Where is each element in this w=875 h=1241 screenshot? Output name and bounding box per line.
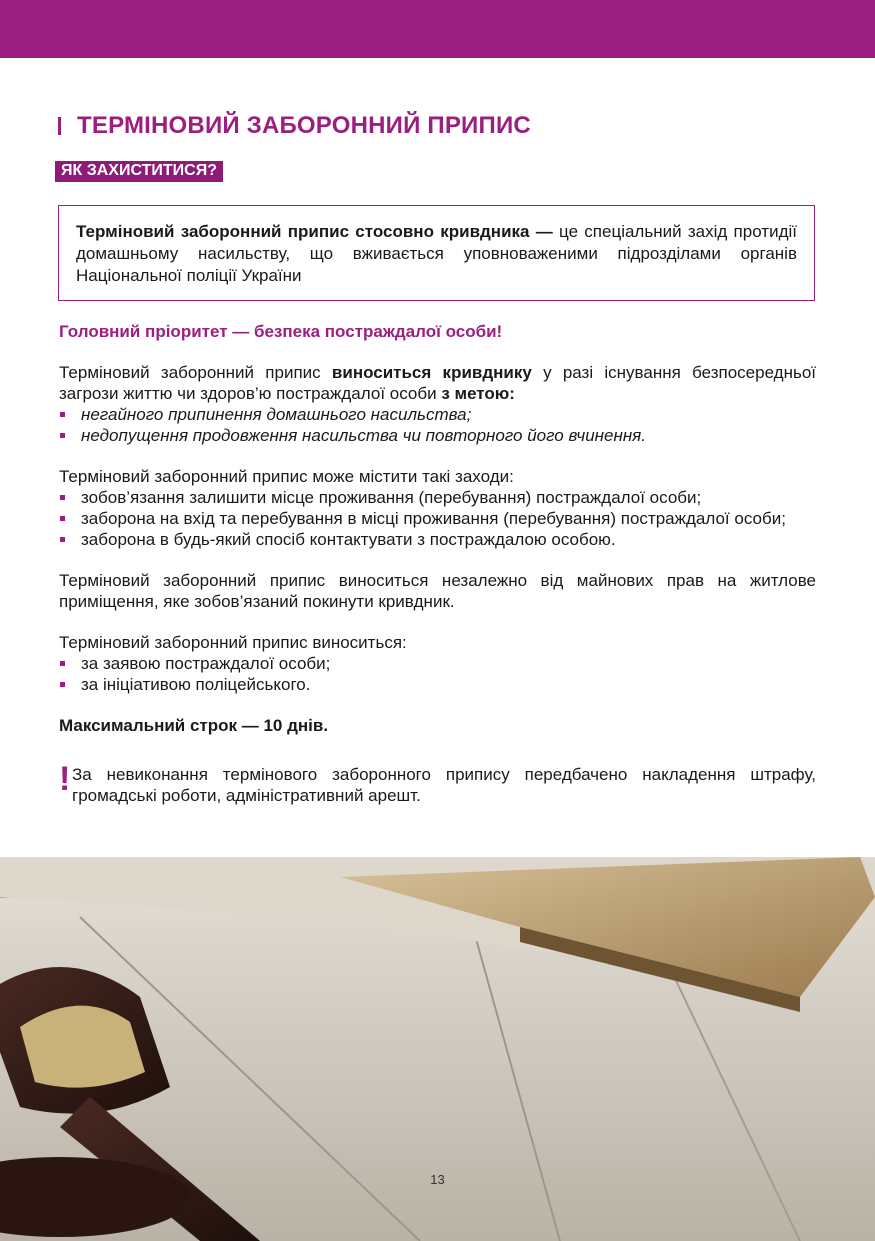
max-term: Максимальний строк — 10 днів.: [59, 716, 329, 735]
purpose-text-2: у разі існування безпосередньої загрози життю чи здоров’ю постраждалої особи: [59, 363, 816, 403]
list-item: за ініціативою поліцейського.: [59, 674, 816, 695]
title-marker: [58, 117, 61, 135]
issued-list: [59, 653, 816, 695]
priority-statement: Головний пріоритет — безпека постраждалої особи!: [59, 322, 503, 341]
page-title: ТЕРМІНОВИЙ ЗАБОРОННИЙ ПРИПИС: [77, 112, 531, 139]
purpose-list: [59, 404, 816, 446]
definition-term: Терміновий заборонний припис стосовно кривдника —: [76, 222, 553, 241]
definition-box: [58, 205, 815, 301]
bullet-icon: [60, 682, 65, 687]
definition-text: це спеціальний захід протидії домашньому насильству, що вживається уповноваженими підрозділами органів Національної поліції України: [76, 222, 797, 285]
list-item: негайного припинення домашнього насильства;: [59, 404, 816, 425]
issued-intro: Терміновий заборонний припис виноситься:: [59, 633, 407, 652]
section-subtitle: ЯК ЗАХИСТИТИСЯ?: [55, 161, 223, 182]
purpose-text-1: Терміновий заборонний припис: [59, 363, 332, 382]
main-content: [59, 321, 816, 736]
page-number: 13: [430, 1172, 445, 1187]
measures-list: [59, 487, 816, 550]
exclamation-icon: !: [59, 760, 71, 798]
bullet-icon: [60, 537, 65, 542]
purpose-paragraph: [59, 362, 816, 404]
bullet-icon: [60, 661, 65, 666]
measures-intro: Терміновий заборонний припис може містити такі заходи:: [59, 467, 514, 486]
list-item: недопущення продовження насильства чи повторного його вчинення.: [59, 425, 816, 446]
warning-text: За невиконання термінового заборонного припису передбачено накладення штрафу, громадські роботи, адміністративний арешт.: [72, 765, 816, 805]
bullet-icon: [60, 495, 65, 500]
list-item: заборона в будь-який спосіб контактувати з постраждалою особою.: [59, 529, 816, 550]
bullet-icon: [60, 412, 65, 417]
property-paragraph: Терміновий заборонний припис виноситься незалежно від майнових прав на житлове приміщення, яке зобов’язаний покинути кривдник.: [59, 571, 816, 611]
list-item: зобов’язання залишити місце проживання (перебування) постраждалої особи;: [59, 487, 816, 508]
bullet-icon: [60, 433, 65, 438]
list-item: заборона на вхід та перебування в місці проживання (перебування) постраждалої особи;: [59, 508, 816, 529]
list-item: за заявою постраждалої особи;: [59, 653, 816, 674]
top-color-bar: [0, 0, 875, 58]
purpose-bold-1: виноситься кривднику: [331, 363, 532, 382]
bullet-icon: [60, 516, 65, 521]
title-row: [58, 112, 531, 140]
purpose-bold-2: з метою:: [441, 384, 515, 403]
warning-note: [59, 760, 816, 806]
